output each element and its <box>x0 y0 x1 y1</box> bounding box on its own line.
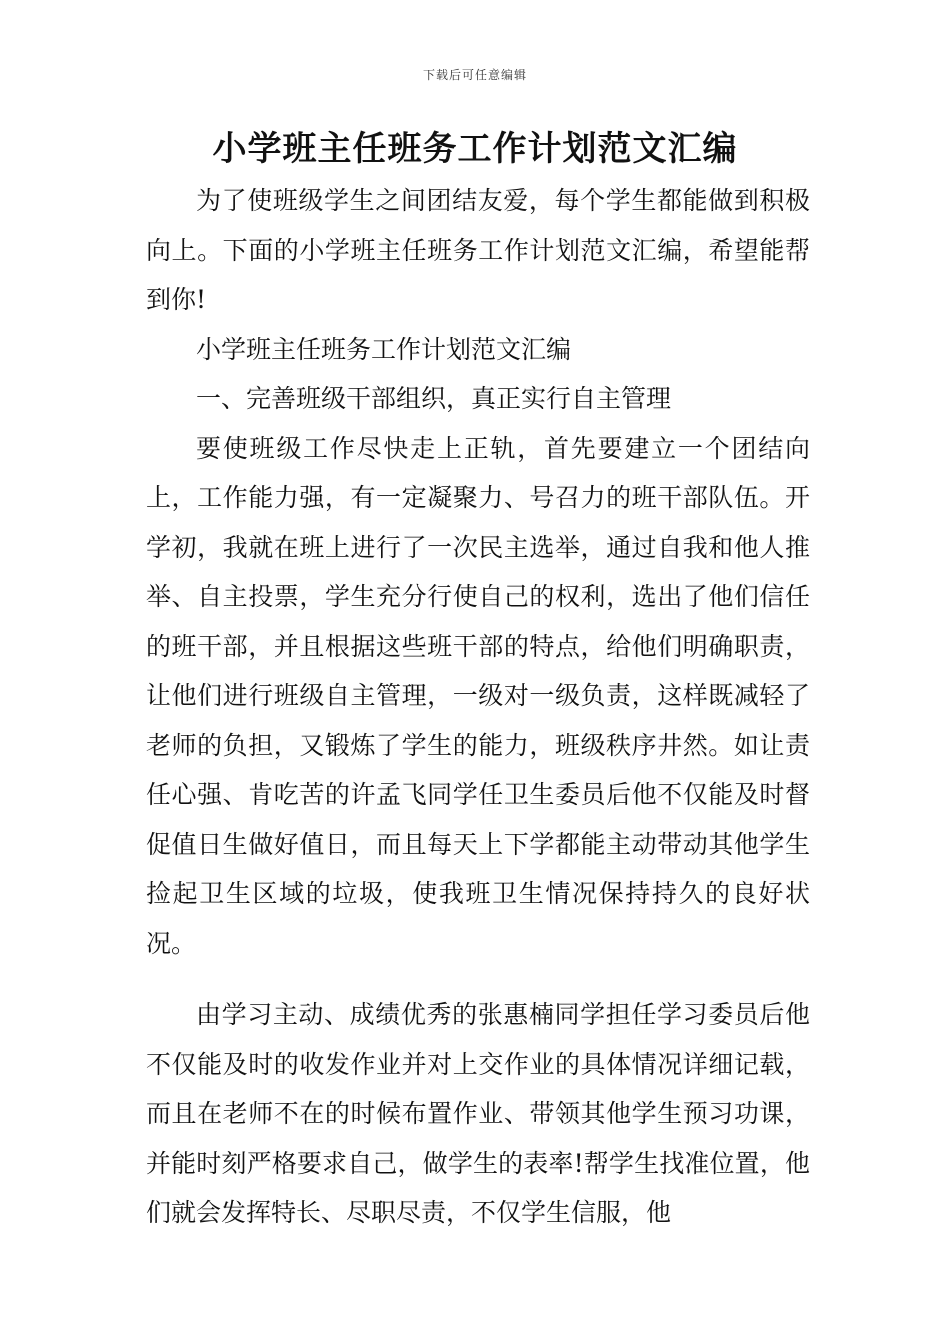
body-paragraph: 由学习主动、成绩优秀的张惠楠同学担任学习委员后他不仅能及时的收发作业并对上交作业的具体情况详细记载，而且在老师不在的时候布置作业、带领其他学生预习功课，并能时刻严格要求自己，做学生的表率!帮学生找准位置，他们就会发挥特长、尽职尽责，不仅学生信服，他 <box>146 1000 810 1227</box>
section-heading: 小学班主任班务工作计划范文汇编 <box>196 334 572 364</box>
header-note: 下载后可任意编辑 <box>422 68 527 82</box>
intro-paragraph: 为了使班级学生之间团结友爱，每个学生都能做到积极向上。下面的小学班主任班务工作计划范文汇编，希望能帮到你! <box>146 186 810 314</box>
document-body <box>146 176 810 1238</box>
body-paragraph: 要使班级工作尽快走上正轨，首先要建立一个团结向上，工作能力强，有一定凝聚力、号召力的班干部队伍。开学初，我就在班上进行了一次民主选举，通过自我和他人推举、自主投票，学生充分行使自己的权利，选出了他们信任的班干部，并且根据这些班干部的特点，给他们明确职责，让他们进行班级自主管理，一级对一级负责，这样既减轻了老师的负担，又锻炼了学生的能力，班级秩序井然。如让责任心强、肯吃苦的许孟飞同学任卫生委员后他不仅能及时督促值日生做好值日，而且每天上下学都能主动带动其他学生捡起卫生区域的垃圾，使我班卫生情况保持持久的良好状况。 <box>146 433 810 958</box>
document-title: 小学班主任班务工作计划范文汇编 <box>212 129 738 169</box>
subsection-heading: 一、完善班级干部组织，真正实行自主管理 <box>196 384 672 413</box>
